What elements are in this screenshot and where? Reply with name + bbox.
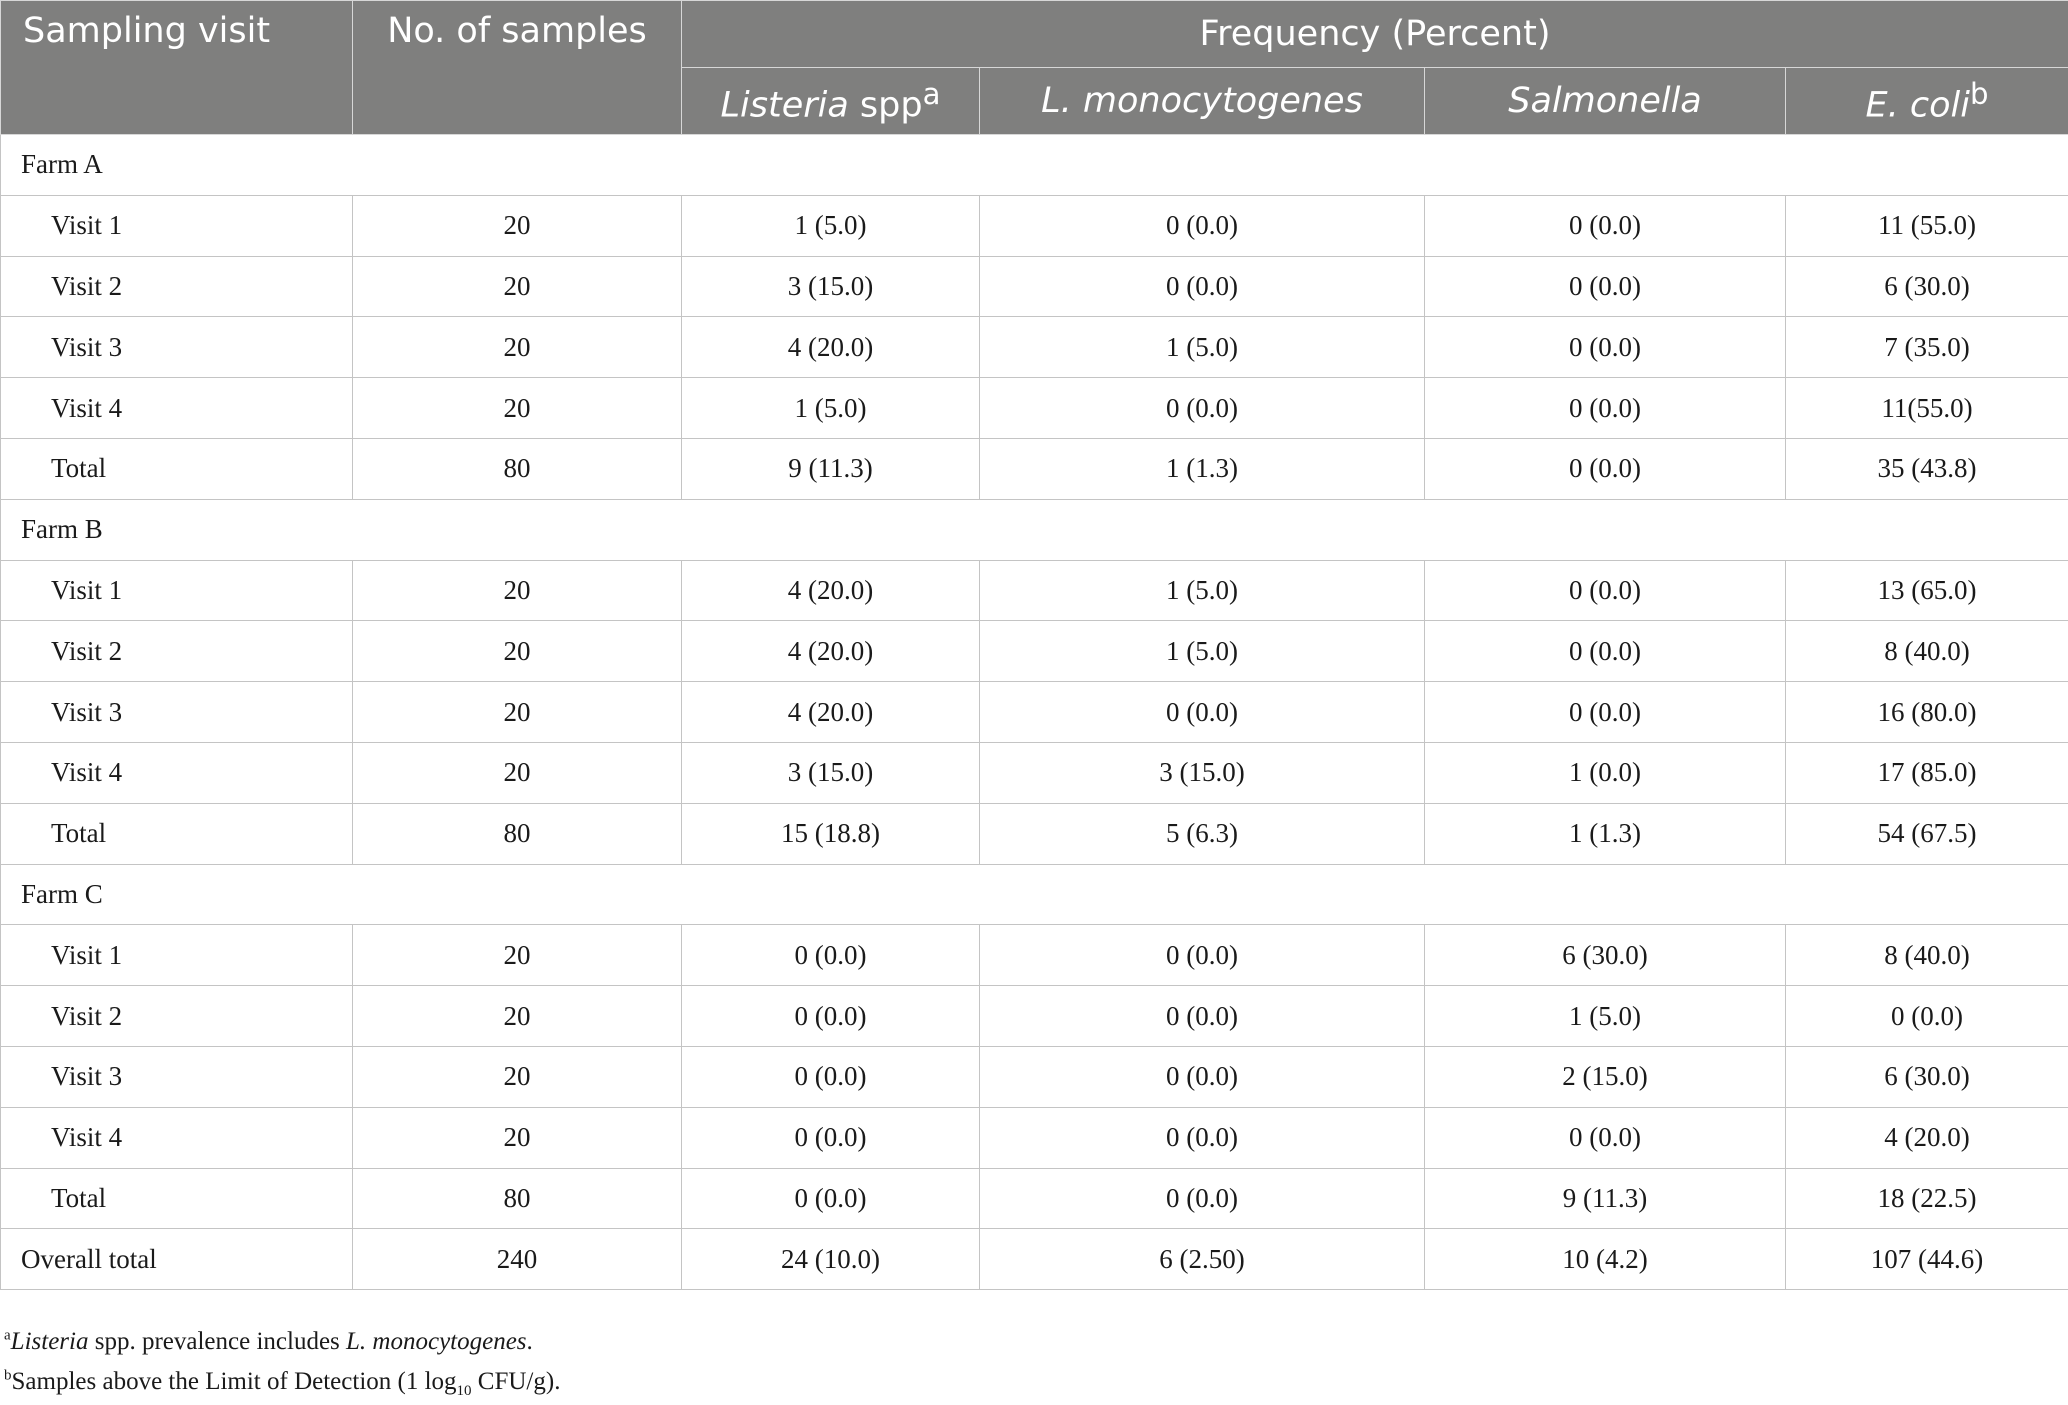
overall-listeria-cell: 24 (10.0) (682, 1229, 980, 1290)
header-ecoli-sup: b (1969, 76, 1989, 111)
header-salmonella-italic: Salmonella (1508, 81, 1702, 121)
visit-label-cell: Total (1, 803, 353, 864)
e-coli-cell: 8 (40.0) (1786, 925, 2068, 986)
l-monocytogenes-cell: 1 (5.0) (980, 317, 1425, 378)
overall-samples-cell: 240 (353, 1229, 682, 1290)
listeria-cell: 1 (5.0) (682, 195, 980, 256)
listeria-cell: 4 (20.0) (682, 621, 980, 682)
header-frequency-group: Frequency (Percent) (682, 1, 2068, 68)
samples-cell: 80 (353, 438, 682, 499)
samples-cell: 20 (353, 682, 682, 743)
table-row (1, 1168, 2068, 1229)
table-row (1, 803, 2068, 864)
table-row (1, 378, 2068, 439)
e-coli-cell: 8 (40.0) (1786, 621, 2068, 682)
samples-cell: 20 (353, 925, 682, 986)
l-monocytogenes-cell: 0 (0.0) (980, 986, 1425, 1047)
overall-e-coli-cell: 107 (44.6) (1786, 1229, 2068, 1290)
l-monocytogenes-cell: 0 (0.0) (980, 378, 1425, 439)
table-body (1, 135, 2068, 1290)
footnote-a-italic2: L. monocytogenes (346, 1328, 527, 1355)
listeria-cell: 3 (15.0) (682, 256, 980, 317)
salmonella-cell: 9 (11.3) (1425, 1168, 1786, 1229)
e-coli-cell: 18 (22.5) (1786, 1168, 2068, 1229)
salmonella-cell: 0 (0.0) (1425, 1107, 1786, 1168)
samples-cell: 20 (353, 256, 682, 317)
listeria-cell: 0 (0.0) (682, 1107, 980, 1168)
footnote-a-mid: spp. prevalence includes (88, 1328, 347, 1355)
visit-label-cell: Total (1, 438, 353, 499)
salmonella-cell: 0 (0.0) (1425, 560, 1786, 621)
table-row (1, 560, 2068, 621)
l-monocytogenes-cell: 0 (0.0) (980, 1046, 1425, 1107)
samples-cell: 20 (353, 1046, 682, 1107)
listeria-cell: 1 (5.0) (682, 378, 980, 439)
table-row (1, 195, 2068, 256)
e-coli-cell: 54 (67.5) (1786, 803, 2068, 864)
l-monocytogenes-cell: 0 (0.0) (980, 195, 1425, 256)
salmonella-cell: 1 (5.0) (1425, 986, 1786, 1047)
footnote-b (4, 1362, 560, 1402)
salmonella-cell: 0 (0.0) (1425, 256, 1786, 317)
l-monocytogenes-cell: 5 (6.3) (980, 803, 1425, 864)
visit-label-cell: Visit 1 (1, 925, 353, 986)
table-row (1, 925, 2068, 986)
header-no-of-samples: No. of samples (353, 1, 682, 135)
table-row (1, 682, 2068, 743)
table-row (1, 438, 2068, 499)
salmonella-cell: 0 (0.0) (1425, 682, 1786, 743)
header-salmonella (1425, 68, 1786, 135)
table-row (1, 986, 2068, 1047)
visit-label-cell: Visit 1 (1, 195, 353, 256)
table-row (1, 742, 2068, 803)
listeria-cell: 15 (18.8) (682, 803, 980, 864)
visit-label-cell: Visit 3 (1, 317, 353, 378)
l-monocytogenes-cell: 0 (0.0) (980, 1168, 1425, 1229)
group-row (1, 864, 2068, 925)
salmonella-cell: 0 (0.0) (1425, 195, 1786, 256)
visit-label-cell: Visit 3 (1, 1046, 353, 1107)
overall-salmonella-cell: 10 (4.2) (1425, 1229, 1786, 1290)
salmonella-cell: 1 (0.0) (1425, 742, 1786, 803)
salmonella-cell: 0 (0.0) (1425, 621, 1786, 682)
listeria-cell: 3 (15.0) (682, 742, 980, 803)
salmonella-cell: 0 (0.0) (1425, 438, 1786, 499)
footnote-a-marker: a (4, 1327, 11, 1344)
overall-l-monocytogenes-cell: 6 (2.50) (980, 1229, 1425, 1290)
header-l-monocytogenes (980, 68, 1425, 135)
listeria-cell: 4 (20.0) (682, 560, 980, 621)
samples-cell: 80 (353, 1168, 682, 1229)
visit-label-cell: Visit 2 (1, 256, 353, 317)
l-monocytogenes-cell: 0 (0.0) (980, 682, 1425, 743)
l-monocytogenes-cell: 0 (0.0) (980, 925, 1425, 986)
e-coli-cell: 7 (35.0) (1786, 317, 2068, 378)
footnote-b-sub: 10 (456, 1383, 472, 1399)
l-monocytogenes-cell: 0 (0.0) (980, 256, 1425, 317)
e-coli-cell: 0 (0.0) (1786, 986, 2068, 1047)
overall-label-cell: Overall total (1, 1229, 353, 1290)
header-e-coli (1786, 68, 2068, 135)
salmonella-cell: 2 (15.0) (1425, 1046, 1786, 1107)
samples-cell: 20 (353, 317, 682, 378)
l-monocytogenes-cell: 1 (1.3) (980, 438, 1425, 499)
header-ecoli-italic: E. coli (1865, 85, 1970, 126)
samples-cell: 20 (353, 1107, 682, 1168)
header-sampling-visit: Sampling visit (1, 1, 353, 135)
samples-cell: 20 (353, 560, 682, 621)
header-lmono-italic: L. monocytogenes (1041, 81, 1363, 121)
e-coli-cell: 13 (65.0) (1786, 560, 2068, 621)
samples-cell: 20 (353, 986, 682, 1047)
l-monocytogenes-cell: 3 (15.0) (980, 742, 1425, 803)
l-monocytogenes-cell: 0 (0.0) (980, 1107, 1425, 1168)
visit-label-cell: Visit 1 (1, 560, 353, 621)
listeria-cell: 0 (0.0) (682, 986, 980, 1047)
footnote-b-end: CFU/g). (471, 1368, 561, 1395)
e-coli-cell: 16 (80.0) (1786, 682, 2068, 743)
salmonella-cell: 6 (30.0) (1425, 925, 1786, 986)
visit-label-cell: Visit 4 (1, 742, 353, 803)
e-coli-cell: 4 (20.0) (1786, 1107, 2068, 1168)
visit-label-cell: Visit 2 (1, 986, 353, 1047)
samples-cell: 20 (353, 378, 682, 439)
footnote-a-end: . (526, 1328, 533, 1355)
e-coli-cell: 17 (85.0) (1786, 742, 2068, 803)
overall-total-row (1, 1229, 2068, 1290)
header-listeria (682, 68, 980, 135)
group-label: Farm A (1, 135, 2068, 196)
listeria-cell: 0 (0.0) (682, 1168, 980, 1229)
group-label: Farm B (1, 499, 2068, 560)
table-row (1, 256, 2068, 317)
table-row (1, 317, 2068, 378)
e-coli-cell: 6 (30.0) (1786, 256, 2068, 317)
group-row (1, 135, 2068, 196)
group-row (1, 499, 2068, 560)
table-row (1, 1107, 2068, 1168)
footnote-a-italic: Listeria (10, 1328, 89, 1355)
header-listeria-rest: spp (848, 85, 923, 126)
visit-label-cell: Visit 4 (1, 378, 353, 439)
listeria-cell: 4 (20.0) (682, 682, 980, 743)
listeria-cell: 0 (0.0) (682, 925, 980, 986)
visit-label-cell: Visit 4 (1, 1107, 353, 1168)
table-row (1, 1046, 2068, 1107)
group-label: Farm C (1, 864, 2068, 925)
footnote-a (4, 1322, 560, 1362)
visit-label-cell: Visit 3 (1, 682, 353, 743)
footnotes (4, 1322, 560, 1402)
table-header (1, 1, 2068, 135)
e-coli-cell: 11 (55.0) (1786, 195, 2068, 256)
table-row (1, 621, 2068, 682)
header-row-1 (1, 1, 2068, 68)
salmonella-cell: 0 (0.0) (1425, 378, 1786, 439)
samples-cell: 20 (353, 195, 682, 256)
e-coli-cell: 35 (43.8) (1786, 438, 2068, 499)
visit-label-cell: Visit 2 (1, 621, 353, 682)
salmonella-cell: 0 (0.0) (1425, 317, 1786, 378)
listeria-cell: 4 (20.0) (682, 317, 980, 378)
visit-label-cell: Total (1, 1168, 353, 1229)
footnote-b-text: Samples above the Limit of Detection (1 log (11, 1368, 457, 1395)
listeria-cell: 9 (11.3) (682, 438, 980, 499)
l-monocytogenes-cell: 1 (5.0) (980, 621, 1425, 682)
samples-cell: 20 (353, 742, 682, 803)
e-coli-cell: 11(55.0) (1786, 378, 2068, 439)
header-listeria-sup: a (922, 76, 941, 111)
samples-cell: 80 (353, 803, 682, 864)
salmonella-cell: 1 (1.3) (1425, 803, 1786, 864)
samples-cell: 20 (353, 621, 682, 682)
l-monocytogenes-cell: 1 (5.0) (980, 560, 1425, 621)
listeria-cell: 0 (0.0) (682, 1046, 980, 1107)
footnote-b-marker: b (4, 1367, 12, 1384)
e-coli-cell: 6 (30.0) (1786, 1046, 2068, 1107)
header-listeria-italic: Listeria (720, 85, 849, 126)
